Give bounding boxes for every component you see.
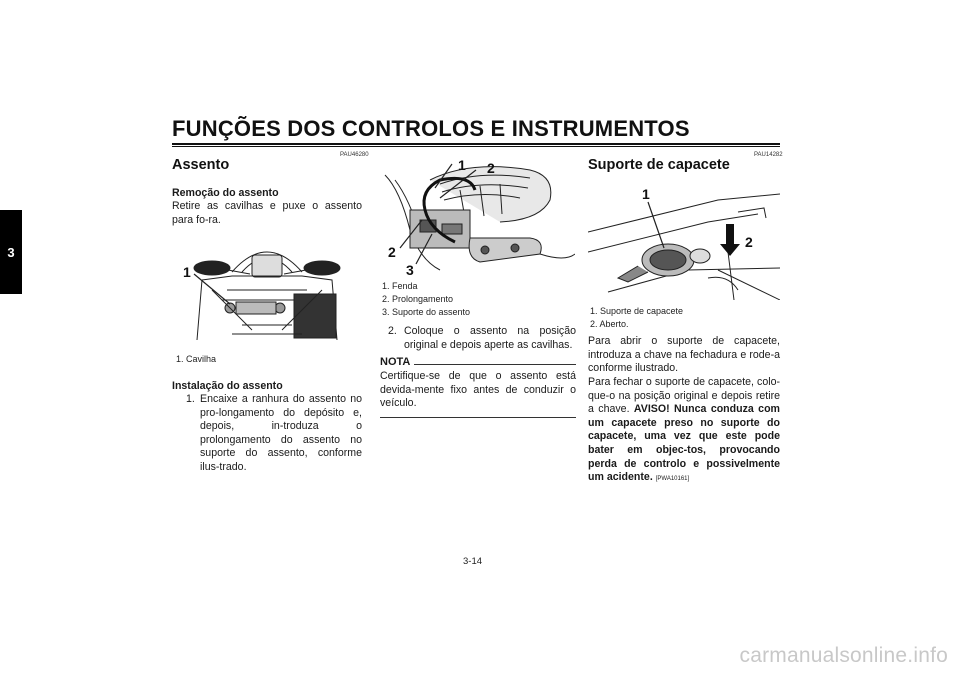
warning-code: [PWA10161] <box>655 476 690 483</box>
section-title-helmet: Suporte de capacete <box>588 157 730 173</box>
nota-rule-bottom <box>380 417 576 418</box>
helmet-close-text: Para fechar o suporte de capacete, colo-que-o na posição original e depois retire a chave. <box>588 376 780 416</box>
section-title-seat: Assento <box>172 157 230 173</box>
watermark: carmanualsonline.info <box>739 644 948 667</box>
caption-open: 2. Aberto. <box>590 319 629 329</box>
caption-bolt: 1. Cavilha <box>176 354 217 364</box>
install-heading: Instalação do assento <box>172 380 283 392</box>
figure-label-slot: 1 <box>458 157 466 173</box>
helmet-warning-text: AVISO! Nunca conduza com um capacete preso no suporte do capacete, uma vez que este pode bater em objec-tos, provocando perda de controlo e possivelmente um acidente. <box>588 403 780 484</box>
title-rule <box>172 143 780 145</box>
removal-heading: Remoção do assento <box>172 187 279 199</box>
figure-seat-bolts <box>172 230 362 345</box>
caption-seat-holder: 3. Suporte do assento <box>382 307 471 317</box>
figure-label-open: 2 <box>745 234 753 250</box>
chapter-tab: 3 <box>0 210 22 294</box>
reference-code-seat: PAU46280 <box>340 152 369 158</box>
figure-label-bolt: 1 <box>183 264 191 280</box>
helmet-close-paragraph <box>588 376 780 487</box>
removal-text: Retire as cavilhas e puxe o assento para fo-ra. <box>172 200 362 226</box>
figure-seat-installation <box>380 150 575 278</box>
page-title: FUNÇÕES DOS CONTROLOS E INSTRUMENTOS <box>172 116 690 141</box>
figure-label-extension-top: 2 <box>487 160 495 176</box>
nota-header <box>380 356 576 368</box>
page-number: 3-14 <box>463 556 483 567</box>
nota-box <box>380 356 576 418</box>
nota-text: Certifique-se de que o assento está devida-mente fixo antes de conduzir o veículo. <box>380 370 576 410</box>
title-rule-thin <box>172 146 780 147</box>
motorcycle-front-illustration <box>172 230 362 345</box>
step2-number: 2. <box>388 325 397 337</box>
reference-code-helmet: PAU14282 <box>754 152 783 158</box>
figure-label-extension: 2 <box>388 244 396 260</box>
step1-text: Encaixe a ranhura do assento no pro-longamento do depósito e, depois, in-troduza o prolongamento do assento no suporte do assento, conforme ilus-trado. <box>200 393 362 473</box>
nota-label: NOTA <box>380 356 411 368</box>
seat-installation-illustration <box>380 150 575 278</box>
caption-helmet-holder: 1. Suporte de capacete <box>590 306 684 316</box>
figure-label-seat-holder: 3 <box>406 262 414 278</box>
helmet-open-paragraph: Para abrir o suporte de capacete, introduza a chave na fechadura e rode-a conforme ilustrado. <box>588 335 780 375</box>
step1-number: 1. <box>186 393 195 405</box>
step2-text: Coloque o assento na posição original e depois aperte as cavilhas. <box>404 325 576 351</box>
figure-label-helmet-holder: 1 <box>642 186 650 202</box>
nota-rule-top <box>414 364 576 365</box>
rotate-arrow-icon <box>720 224 740 256</box>
caption-slot: 1. Fenda <box>382 281 418 291</box>
caption-extension: 2. Prolongamento <box>382 294 454 304</box>
